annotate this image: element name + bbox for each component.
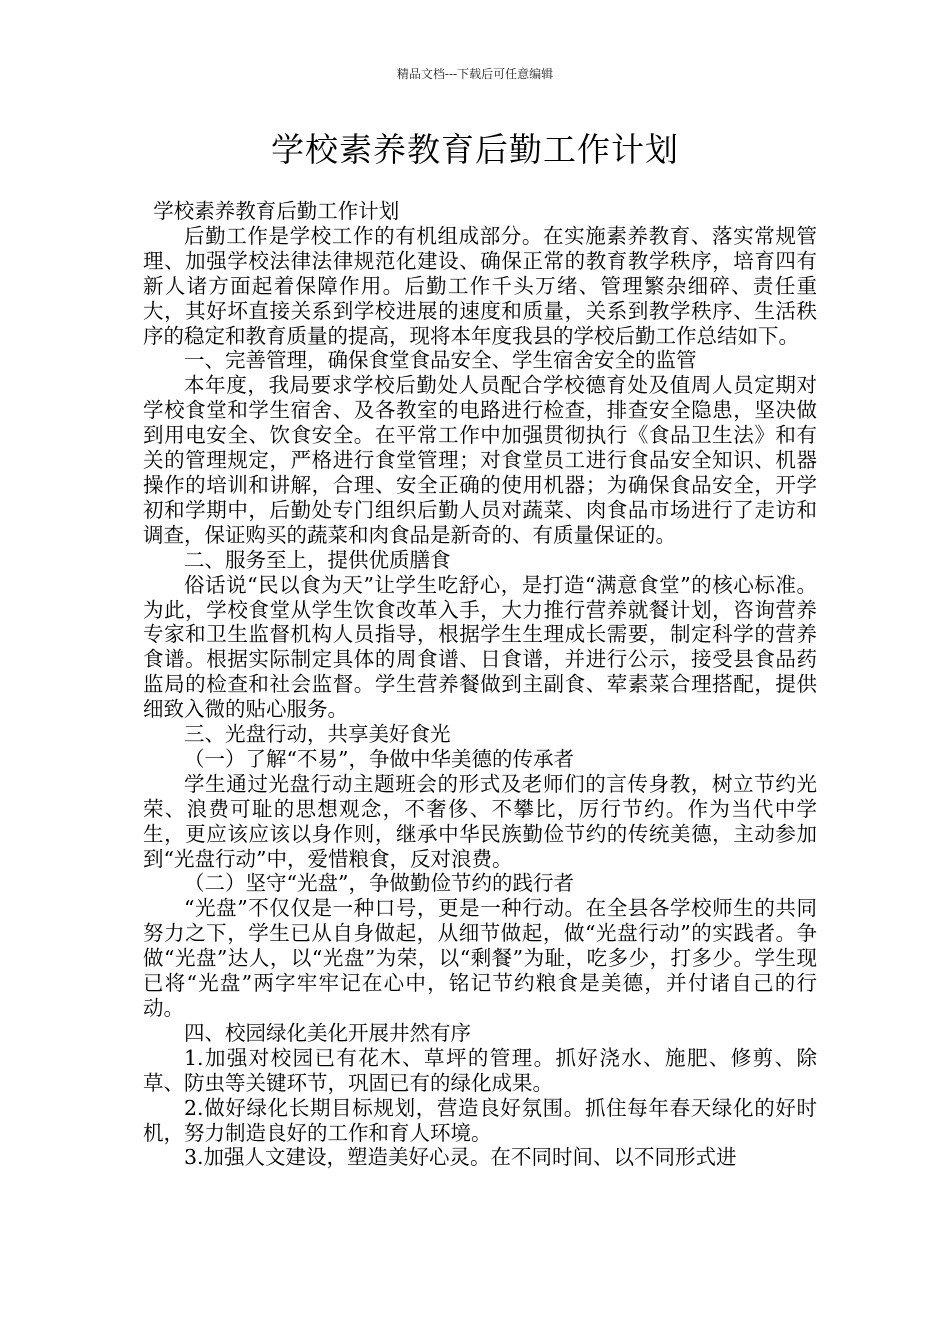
- subsection-heading-1: （一）了解“不易”，争做中华美德的传承者: [184, 746, 574, 771]
- section-heading-2: 二、服务至上，提供优质膳食: [184, 547, 451, 572]
- header-note: 精品文档---下载后可任意编辑: [396, 67, 554, 81]
- body-paragraph: 后勤工作是学校工作的有机组成部分。在实施素养教育、落实常规管理、加强学校法律法律规范化建设、确保正常的教育教学秩序，培育四有新人诸方面起着保障作用。后勤工作千头万绪、管理繁杂细碎、责任重大，其好坏直接关系到学校进展的速度和质量，关系到教学秩序、生活秩序的稳定和教育质量的提高，现将本年度我县的学校后勤工作总结如下。: [143, 223, 817, 348]
- document-title: 学校素养教育后勤工作计划: [271, 130, 679, 169]
- body-paragraph: 俗话说“民以食为天”让学生吃舒心，是打造“满意食堂”的核心标准。为此，学校食堂从学生饮食改革入手，大力推行营养就餐计划，咨询营养专家和卫生监督机构人员指导，根据学生生理成长需要，制定科学的营养食谱。根据实际制定具体的周食谱、日食谱，并进行公示，接受县食品药监局的检查和社会监督。学生营养餐做到主副食、荤素菜合理搭配，提供细致入微的贴心服务。: [143, 572, 817, 722]
- section-heading-4: 四、校园绿化美化开展井然有序: [184, 1020, 471, 1045]
- document-body: [143, 199, 817, 1170]
- list-item: 2.做好绿化长期目标规划，营造良好氛围。抓住每年春天绿化的好时机，努力制造良好的工作和育人环境。: [143, 1095, 817, 1145]
- subsection-heading-2: （二）坚守“光盘”，争做勤俭节约的践行者: [184, 871, 574, 896]
- body-paragraph: 本年度，我局要求学校后勤处人员配合学校德育处及值周人员定期对学校食堂和学生宿舍、及各教室的电路进行检查，排查安全隐患，坚决做到用电安全、饮食安全。在平常工作中加强贯彻执行《食品卫生法》和有关的管理规定，严格进行食堂管理；对食堂员工进行食品安全知识、机器操作的培训和讲解，合理、安全正确的使用机器；为确保食品安全，开学初和学期中，后勤处专门组织后勤人员对蔬菜、肉食品市场进行了走访和调查，保证购买的蔬菜和肉食品是新奇的、有质量保证的。: [143, 373, 817, 547]
- section-heading-1: 一、完善管理，确保食堂食品安全、学生宿舍安全的监管: [184, 348, 697, 373]
- body-paragraph: “光盘”不仅仅是一种口号，更是一种行动。在全县各学校师生的共同努力之下，学生已从自身做起，从细节做起，做“光盘行动”的实践者。争做“光盘”达人，以“光盘”为荣，以“剩餐”为耻，吃多少，打多少。学生现已将“光盘”两字牢牢记在心中，铭记节约粮食是美德，并付诸自己的行动。: [143, 896, 817, 1020]
- list-item: 1.加强对校园已有花木、草坪的管理。抓好浇水、施肥、修剪、除草、防虫等关键环节，巩固已有的绿化成果。: [143, 1045, 817, 1095]
- subtitle-paragraph: 学校素养教育后勤工作计划: [153, 199, 400, 223]
- list-item: 3.加强人文建设，塑造美好心灵。在不同时间、以不同形式进: [184, 1145, 737, 1170]
- body-paragraph: 学生通过光盘行动主题班会的形式及老师们的言传身教，树立节约光荣、浪费可耻的思想观念，不奢侈、不攀比，厉行节约。作为当代中学生，更应该应该以身作则，继承中华民族勤俭节约的传统美德，主动参加到“光盘行动”中，爱惜粮食，反对浪费。: [143, 771, 817, 871]
- section-heading-3: 三、光盘行动，共享美好食光: [184, 722, 451, 747]
